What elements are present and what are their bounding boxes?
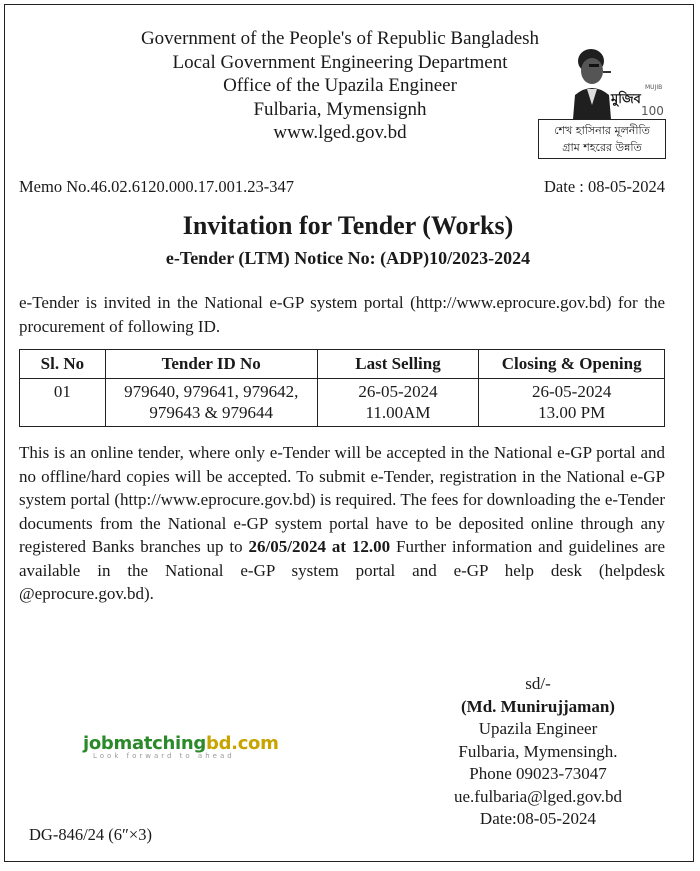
cell-last-selling xyxy=(317,378,479,426)
table-header-row xyxy=(20,350,665,379)
tender-table xyxy=(19,349,665,427)
cell-closing-opening xyxy=(479,378,665,426)
last-selling-date: 26-05-2024 xyxy=(358,381,438,401)
header-line-website: www.lged.gov.bd xyxy=(273,122,407,143)
signatory-name: (Md. Munirujjaman) xyxy=(461,696,615,716)
site-watermark xyxy=(83,733,293,769)
slogan-line-2: গ্রাম শহরের উন্নতি xyxy=(562,141,642,154)
header-tender-id: Tender ID No xyxy=(105,350,317,379)
instructions-part-1: This is an online tender, where only e-Tender will be accepted in the National e-GP portal and no offline/hard copies will be accepted. To submit e-Tender, registration in the National e-GP system portal (http://www.eprocure.gov.bd) is required. The fees for downloading the e-Tender documents from the National e-GP system portal have to be deposited online through any registered Banks branches up to xyxy=(19,443,665,556)
mujib-100-logo-icon xyxy=(565,45,664,119)
watermark-tagline: Look forward to ahead xyxy=(93,752,235,760)
memo-number: Memo No.46.02.6120.000.17.001.23-347 xyxy=(19,177,294,196)
cell-tender-ids xyxy=(105,378,317,426)
slogan-box xyxy=(538,119,666,159)
closing-time: 13.00 PM xyxy=(538,403,606,422)
tender-notice-page xyxy=(4,4,694,862)
header-sl-no: Sl. No xyxy=(20,350,106,379)
watermark-logo: jobmatchingbd.com xyxy=(83,733,279,754)
last-selling-time: 11.00AM xyxy=(365,403,431,422)
slogan-line-1: শেখ হাসিনার মূলনীতি xyxy=(554,124,650,137)
signatory-location: Fulbaria, Mymensingh. xyxy=(458,741,618,761)
intro-paragraph: e-Tender is invited in the National e-GP system portal (http://www.eprocure.gov.bd) for the procurement of following ID. xyxy=(19,293,665,336)
header-line-office: Office of the Upazila Engineer xyxy=(223,75,457,96)
submission-deadline: 26/05/2024 at 12.00 xyxy=(248,537,391,556)
tender-ids-line-1: 979640, 979641, 979642, xyxy=(124,381,299,401)
instructions-paragraph xyxy=(19,441,665,606)
signature-sd: sd/- xyxy=(525,674,551,693)
tender-ids-line-2: 979643 & 979644 xyxy=(149,403,274,422)
header-line-government: Government of the People's of Republic Bangladesh xyxy=(140,28,540,49)
header-line-location: Fulbaria, Mymensignh xyxy=(253,98,427,120)
signatory-email: ue.fulbaria@lged.gov.bd xyxy=(454,786,622,806)
header-last-selling: Last Selling xyxy=(317,350,479,379)
svg-text:মুজিব: মুজিব xyxy=(611,92,641,107)
instructions-part-2: Further information and guidelines are available in the National e-GP system portal and e-GP help desk (helpdesk @eprocure.gov.bd). xyxy=(19,537,665,603)
cell-sl-no: 01 xyxy=(20,378,106,426)
closing-date: 26-05-2024 xyxy=(532,381,612,401)
signature-block xyxy=(425,673,651,831)
header-closing-opening: Closing & Opening xyxy=(479,350,665,379)
signatory-designation: Upazila Engineer xyxy=(478,719,598,738)
header-line-department: Local Government Engineering Department xyxy=(172,51,508,73)
dg-code: DG-846/24 (6″×3) xyxy=(29,825,152,844)
table-row xyxy=(20,378,665,426)
memo-date: Date : 08-05-2024 xyxy=(544,177,665,196)
notice-number: e-Tender (LTM) Notice No: (ADP)10/2023-2024 xyxy=(165,248,531,268)
signature-date: Date:08-05-2024 xyxy=(479,809,597,828)
signatory-phone: Phone 09023-73047 xyxy=(469,764,607,783)
svg-text:MUJIB: MUJIB xyxy=(645,84,663,91)
notice-title: Invitation for Tender (Works) xyxy=(182,211,514,240)
svg-text:100: 100 xyxy=(641,104,664,118)
